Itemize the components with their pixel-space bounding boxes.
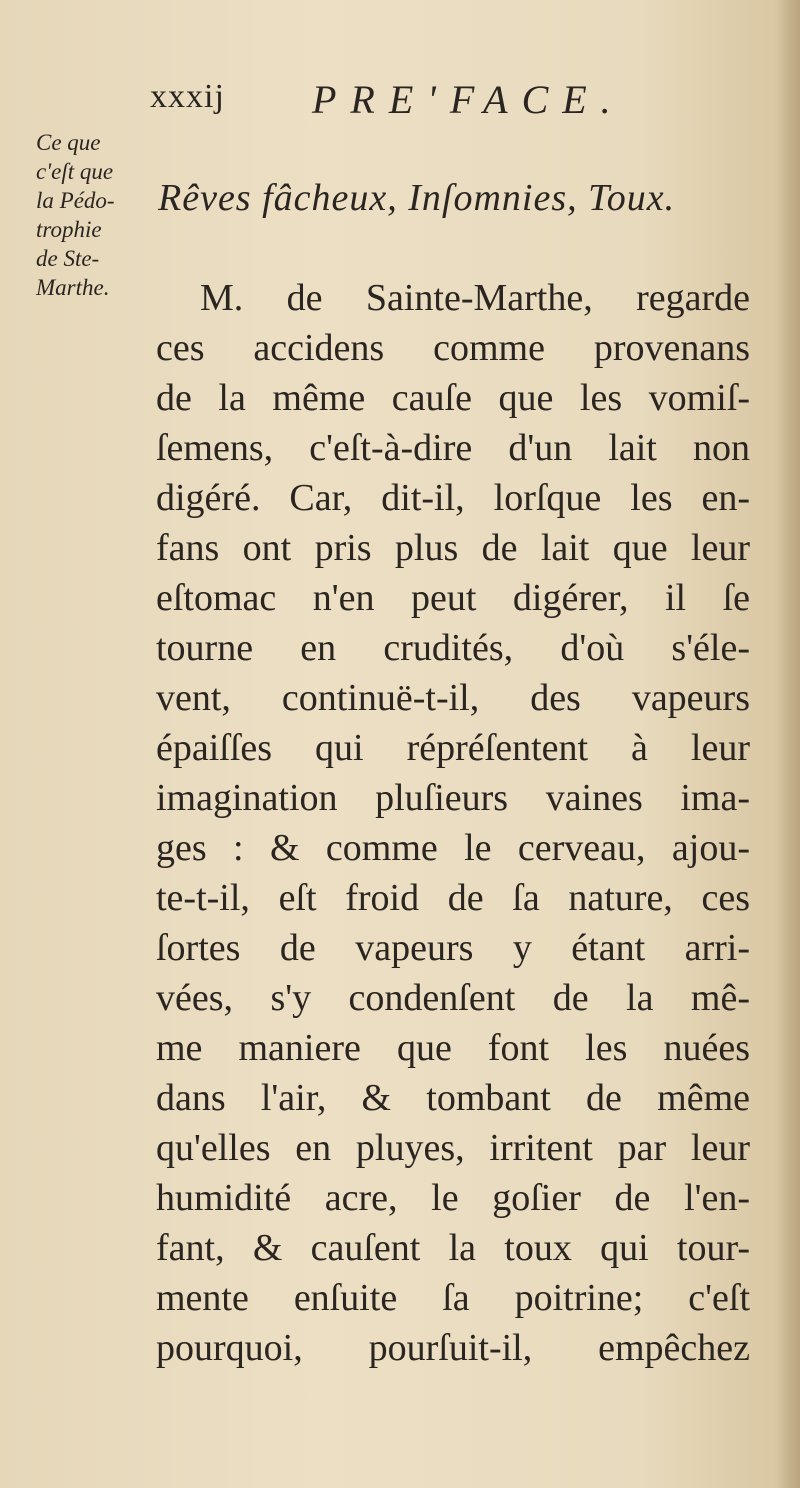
text-line: de la même cauſe que les vomiſ- [156,377,750,419]
text-line: eſtomac n'en peut digérer, il ſe [156,577,750,619]
running-title: PRE'FACE. [312,77,625,122]
text-line: fans ont pris plus de lait que leur [156,527,750,569]
text-line: fant, & cauſent la toux qui tour- [156,1227,750,1269]
text-line: mente enſuite ſa poitrine; c'eſt [156,1277,750,1319]
page-number: xxxij [150,78,225,115]
text-line: pourquoi, pourſuit-il, empêchez [156,1327,750,1369]
text-line: vées, s'y condenſent de la mê- [156,977,750,1019]
section-title: Rêves fâcheux, Inſomnies, Toux. [158,177,676,219]
margin-note-line: Ce que [36,130,101,155]
page-header [150,78,670,128]
text-line: dans l'air, & tombant de même [156,1077,750,1119]
margin-note-line: c'eſt que [36,159,114,184]
text-line: ges : & comme le cerveau, ajou- [156,827,750,869]
text-line: ſortes de vapeurs y étant arri- [156,927,750,969]
text-line: humidité acre, le goſier de l'en- [156,1177,750,1219]
text-line: M. de Sainte-Marthe, regarde [200,277,750,319]
text-line: imagination pluſieurs vaines ima- [156,777,750,819]
margin-note [36,128,156,302]
page-edge-shadow [776,0,800,1488]
text-line: vent, continuë-t-il, des vapeurs [156,677,750,719]
text-line: digéré. Car, dit-il, lorſque les en- [156,477,750,519]
text-line: ces accidens comme provenans [156,327,750,369]
text-line: te-t-il, eſt froid de ſa nature, ces [156,877,750,919]
margin-note-line: la Pédo- [36,188,115,213]
text-line: ſemens, c'eſt-à-dire d'un lait non [156,427,750,469]
margin-note-line: Marthe. [36,275,110,300]
text-line: épaiſſes qui répréſentent à leur [156,727,750,769]
body-text [156,273,750,1373]
text-line: tourne en crudités, d'où s'éle- [156,627,750,669]
margin-note-line: de Ste- [36,246,100,271]
text-line: qu'elles en pluyes, irritent par leur [156,1127,750,1169]
text-line: me maniere que font les nuées [156,1027,750,1069]
margin-note-line: trophie [36,217,102,242]
